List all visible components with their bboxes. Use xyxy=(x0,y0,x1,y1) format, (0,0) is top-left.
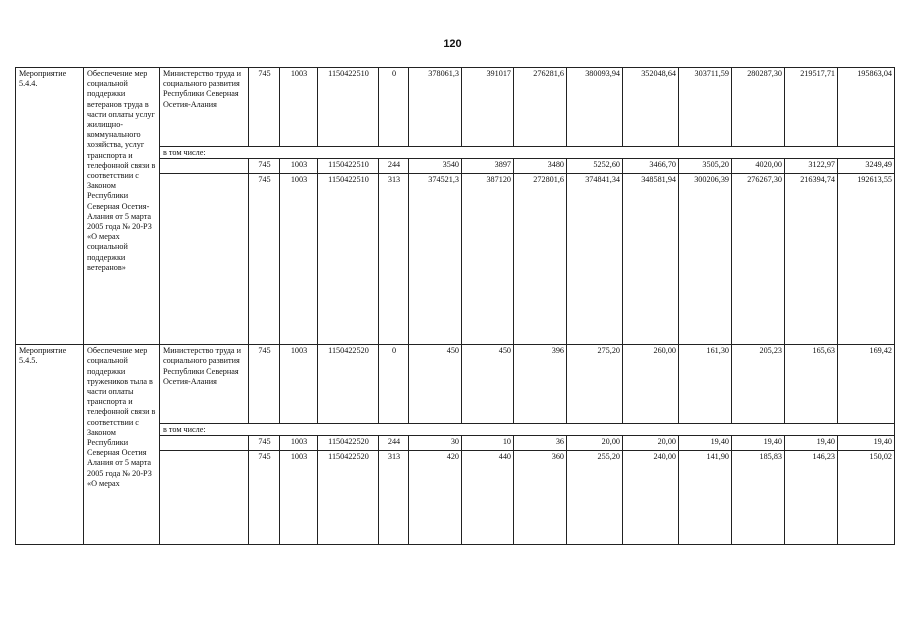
cell-value: 391017 xyxy=(462,68,514,147)
cell-value: 195863,04 xyxy=(838,68,895,147)
event-description: Обеспечение мер социальной поддержки тружеников тыла в части оплаты транспорта и телефонной связи в соответствии с Законом Республики Северная Осетия Алания от 5 марта 2005 года № 20-РЗ «О мерах xyxy=(84,345,160,545)
cell-value: 3897 xyxy=(462,159,514,174)
cell-vr: 313 xyxy=(379,174,409,345)
cell-value: 161,30 xyxy=(679,345,732,424)
cell-value: 19,40 xyxy=(679,436,732,451)
cell-value: 255,20 xyxy=(567,451,623,545)
cell-value: 303711,59 xyxy=(679,68,732,147)
cell-csr: 1150422510 xyxy=(318,174,379,345)
cell-grbs: 745 xyxy=(249,451,280,545)
cell-value: 19,40 xyxy=(732,436,785,451)
cell-value: 30 xyxy=(409,436,462,451)
empty-cell xyxy=(160,436,249,451)
cell-value: 396 xyxy=(514,345,567,424)
cell-value: 3466,70 xyxy=(623,159,679,174)
cell-value: 19,40 xyxy=(785,436,838,451)
cell-value: 165,63 xyxy=(785,345,838,424)
cell-csr: 1150422520 xyxy=(318,345,379,424)
executor-name: Министерство труда и социального развития Республики Северная Осетия-Алания xyxy=(160,68,249,147)
cell-grbs: 745 xyxy=(249,345,280,424)
cell-value: 10 xyxy=(462,436,514,451)
including-label: в том числе: xyxy=(160,424,895,436)
cell-csr: 1150422510 xyxy=(318,159,379,174)
cell-value: 272801,6 xyxy=(514,174,567,345)
cell-value: 260,00 xyxy=(623,345,679,424)
cell-value: 3540 xyxy=(409,159,462,174)
cell-rzpr: 1003 xyxy=(280,345,318,424)
including-label: в том числе: xyxy=(160,147,895,159)
table-row xyxy=(16,68,895,147)
cell-value: 169,42 xyxy=(838,345,895,424)
cell-value: 276267,30 xyxy=(732,174,785,345)
cell-vr: 0 xyxy=(379,68,409,147)
cell-value: 440 xyxy=(462,451,514,545)
cell-grbs: 745 xyxy=(249,174,280,345)
cell-value: 276281,6 xyxy=(514,68,567,147)
cell-value: 3480 xyxy=(514,159,567,174)
empty-cell xyxy=(160,159,249,174)
cell-rzpr: 1003 xyxy=(280,174,318,345)
cell-csr: 1150422520 xyxy=(318,436,379,451)
cell-value: 420 xyxy=(409,451,462,545)
cell-vr: 244 xyxy=(379,436,409,451)
cell-value: 4020,00 xyxy=(732,159,785,174)
cell-value: 380093,94 xyxy=(567,68,623,147)
cell-value: 348581,94 xyxy=(623,174,679,345)
cell-rzpr: 1003 xyxy=(280,451,318,545)
cell-value: 240,00 xyxy=(623,451,679,545)
table-row xyxy=(16,345,895,424)
cell-rzpr: 1003 xyxy=(280,159,318,174)
budget-table xyxy=(15,67,895,545)
executor-name: Министерство труда и социального развития Республики Северная Осетия-Алания xyxy=(160,345,249,424)
cell-vr: 313 xyxy=(379,451,409,545)
event-label: Мероприятие 5.4.4. xyxy=(16,68,84,345)
cell-value: 192613,55 xyxy=(838,174,895,345)
cell-value: 450 xyxy=(462,345,514,424)
cell-rzpr: 1003 xyxy=(280,68,318,147)
cell-csr: 1150422510 xyxy=(318,68,379,147)
cell-value: 300206,39 xyxy=(679,174,732,345)
cell-value: 3249,49 xyxy=(838,159,895,174)
cell-value: 19,40 xyxy=(838,436,895,451)
cell-value: 20,00 xyxy=(623,436,679,451)
cell-vr: 244 xyxy=(379,159,409,174)
cell-value: 374521,3 xyxy=(409,174,462,345)
empty-cell xyxy=(160,174,249,345)
cell-value: 280287,30 xyxy=(732,68,785,147)
cell-value: 141,90 xyxy=(679,451,732,545)
cell-vr: 0 xyxy=(379,345,409,424)
page-number: 120 xyxy=(443,38,462,50)
cell-value: 3505,20 xyxy=(679,159,732,174)
cell-value: 387120 xyxy=(462,174,514,345)
cell-value: 150,02 xyxy=(838,451,895,545)
cell-value: 374841,34 xyxy=(567,174,623,345)
cell-grbs: 745 xyxy=(249,68,280,147)
event-description: Обеспечение мер социальной поддержки ветеранов труда в части оплаты услуг жилищно-коммунального хозяйства, услуг транспорта и телефонной связи в соответствии с Законом Республики Северная Осетия-Алания от 5 марта 2005 года № 20-РЗ «О мерах социальной поддержки ветеранов» xyxy=(84,68,160,345)
cell-rzpr: 1003 xyxy=(280,436,318,451)
cell-value: 378061,3 xyxy=(409,68,462,147)
cell-value: 360 xyxy=(514,451,567,545)
event-label: Мероприятие 5.4.5. xyxy=(16,345,84,545)
cell-value: 36 xyxy=(514,436,567,451)
cell-grbs: 745 xyxy=(249,436,280,451)
cell-value: 219517,71 xyxy=(785,68,838,147)
cell-value: 216394,74 xyxy=(785,174,838,345)
cell-grbs: 745 xyxy=(249,159,280,174)
cell-csr: 1150422520 xyxy=(318,451,379,545)
cell-value: 450 xyxy=(409,345,462,424)
cell-value: 352048,64 xyxy=(623,68,679,147)
cell-value: 3122,97 xyxy=(785,159,838,174)
cell-value: 275,20 xyxy=(567,345,623,424)
cell-value: 20,00 xyxy=(567,436,623,451)
cell-value: 185,83 xyxy=(732,451,785,545)
cell-value: 205,23 xyxy=(732,345,785,424)
cell-value: 146,23 xyxy=(785,451,838,545)
cell-value: 5252,60 xyxy=(567,159,623,174)
empty-cell xyxy=(160,451,249,545)
